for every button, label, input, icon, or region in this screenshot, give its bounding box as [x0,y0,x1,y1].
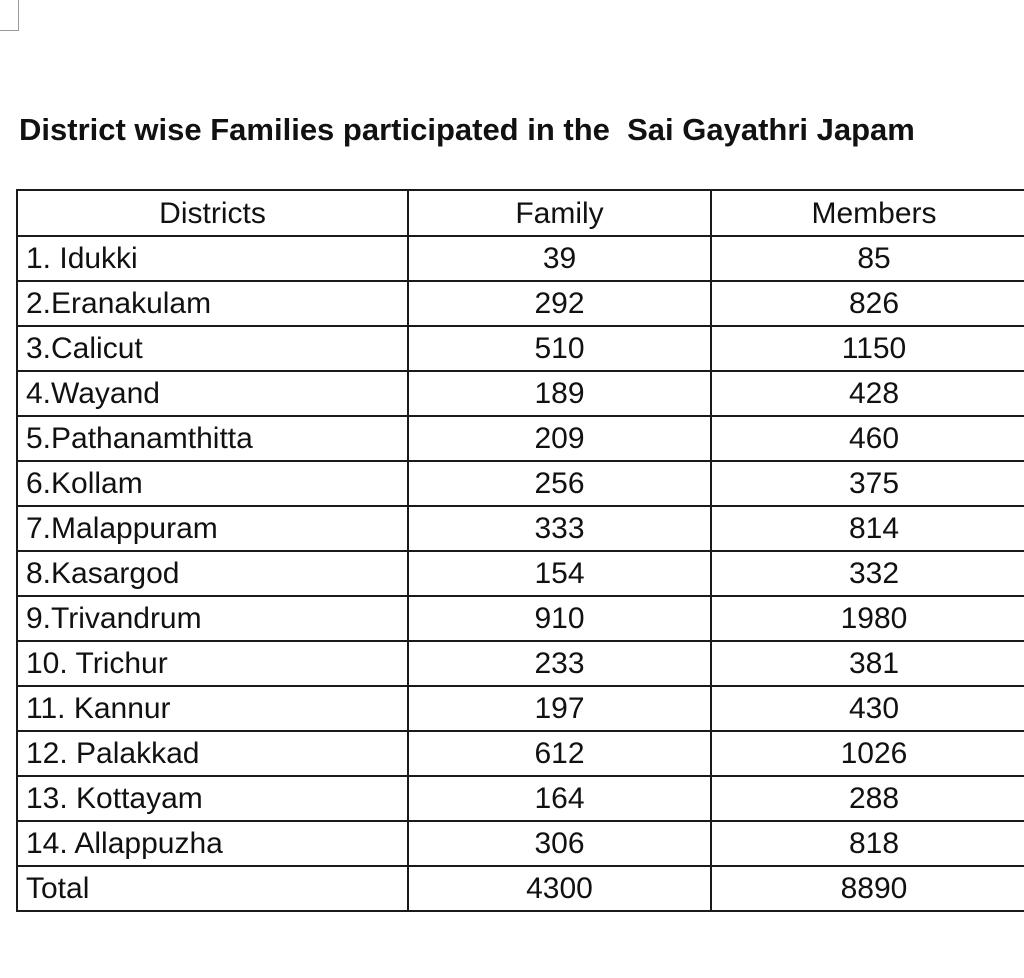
members-cell: 1980 [711,596,1024,641]
table-row [17,686,1024,731]
table-row [17,506,1024,551]
family-cell: 612 [408,731,711,776]
total-family: 4300 [408,866,711,911]
members-cell: 428 [711,371,1024,416]
family-cell: 910 [408,596,711,641]
table-row [17,821,1024,866]
district-cell: 8.Kasargod [17,551,408,596]
district-cell: 7.Malappuram [17,506,408,551]
total-label: Total [17,866,408,911]
family-cell: 233 [408,641,711,686]
document-title: District wise Families participated in the Sai Gayathri Japam [19,112,915,147]
table-row [17,461,1024,506]
table-row [17,416,1024,461]
family-cell: 189 [408,371,711,416]
total-members: 8890 [711,866,1024,911]
table-row [17,776,1024,821]
district-cell: 11. Kannur [17,686,408,731]
district-cell: 5.Pathanamthitta [17,416,408,461]
table-header-row [17,190,1024,236]
members-cell: 332 [711,551,1024,596]
district-cell: 4.Wayand [17,371,408,416]
district-cell: 6.Kollam [17,461,408,506]
table-total-row [17,866,1024,911]
page-corner-marker [0,0,19,31]
members-cell: 814 [711,506,1024,551]
family-cell: 306 [408,821,711,866]
district-families-table [16,189,1024,912]
family-cell: 154 [408,551,711,596]
family-cell: 510 [408,326,711,371]
table-row [17,281,1024,326]
members-cell: 288 [711,776,1024,821]
district-cell: 2.Eranakulam [17,281,408,326]
members-cell: 85 [711,236,1024,281]
family-cell: 209 [408,416,711,461]
table-row [17,326,1024,371]
district-cell: 10. Trichur [17,641,408,686]
table-row [17,371,1024,416]
district-cell: 9.Trivandrum [17,596,408,641]
members-cell: 1026 [711,731,1024,776]
district-cell: 13. Kottayam [17,776,408,821]
family-cell: 256 [408,461,711,506]
members-cell: 381 [711,641,1024,686]
district-cell: 1. Idukki [17,236,408,281]
family-cell: 197 [408,686,711,731]
district-table-container [16,189,1024,912]
table-row [17,641,1024,686]
family-cell: 333 [408,506,711,551]
header-members: Members [711,190,1024,236]
district-cell: 14. Allappuzha [17,821,408,866]
table-row [17,236,1024,281]
header-districts: Districts [17,190,408,236]
members-cell: 826 [711,281,1024,326]
members-cell: 460 [711,416,1024,461]
family-cell: 164 [408,776,711,821]
table-row [17,731,1024,776]
members-cell: 1150 [711,326,1024,371]
table-row [17,596,1024,641]
family-cell: 39 [408,236,711,281]
table-row [17,551,1024,596]
header-family: Family [408,190,711,236]
family-cell: 292 [408,281,711,326]
district-cell: 3.Calicut [17,326,408,371]
members-cell: 430 [711,686,1024,731]
members-cell: 818 [711,821,1024,866]
members-cell: 375 [711,461,1024,506]
district-cell: 12. Palakkad [17,731,408,776]
